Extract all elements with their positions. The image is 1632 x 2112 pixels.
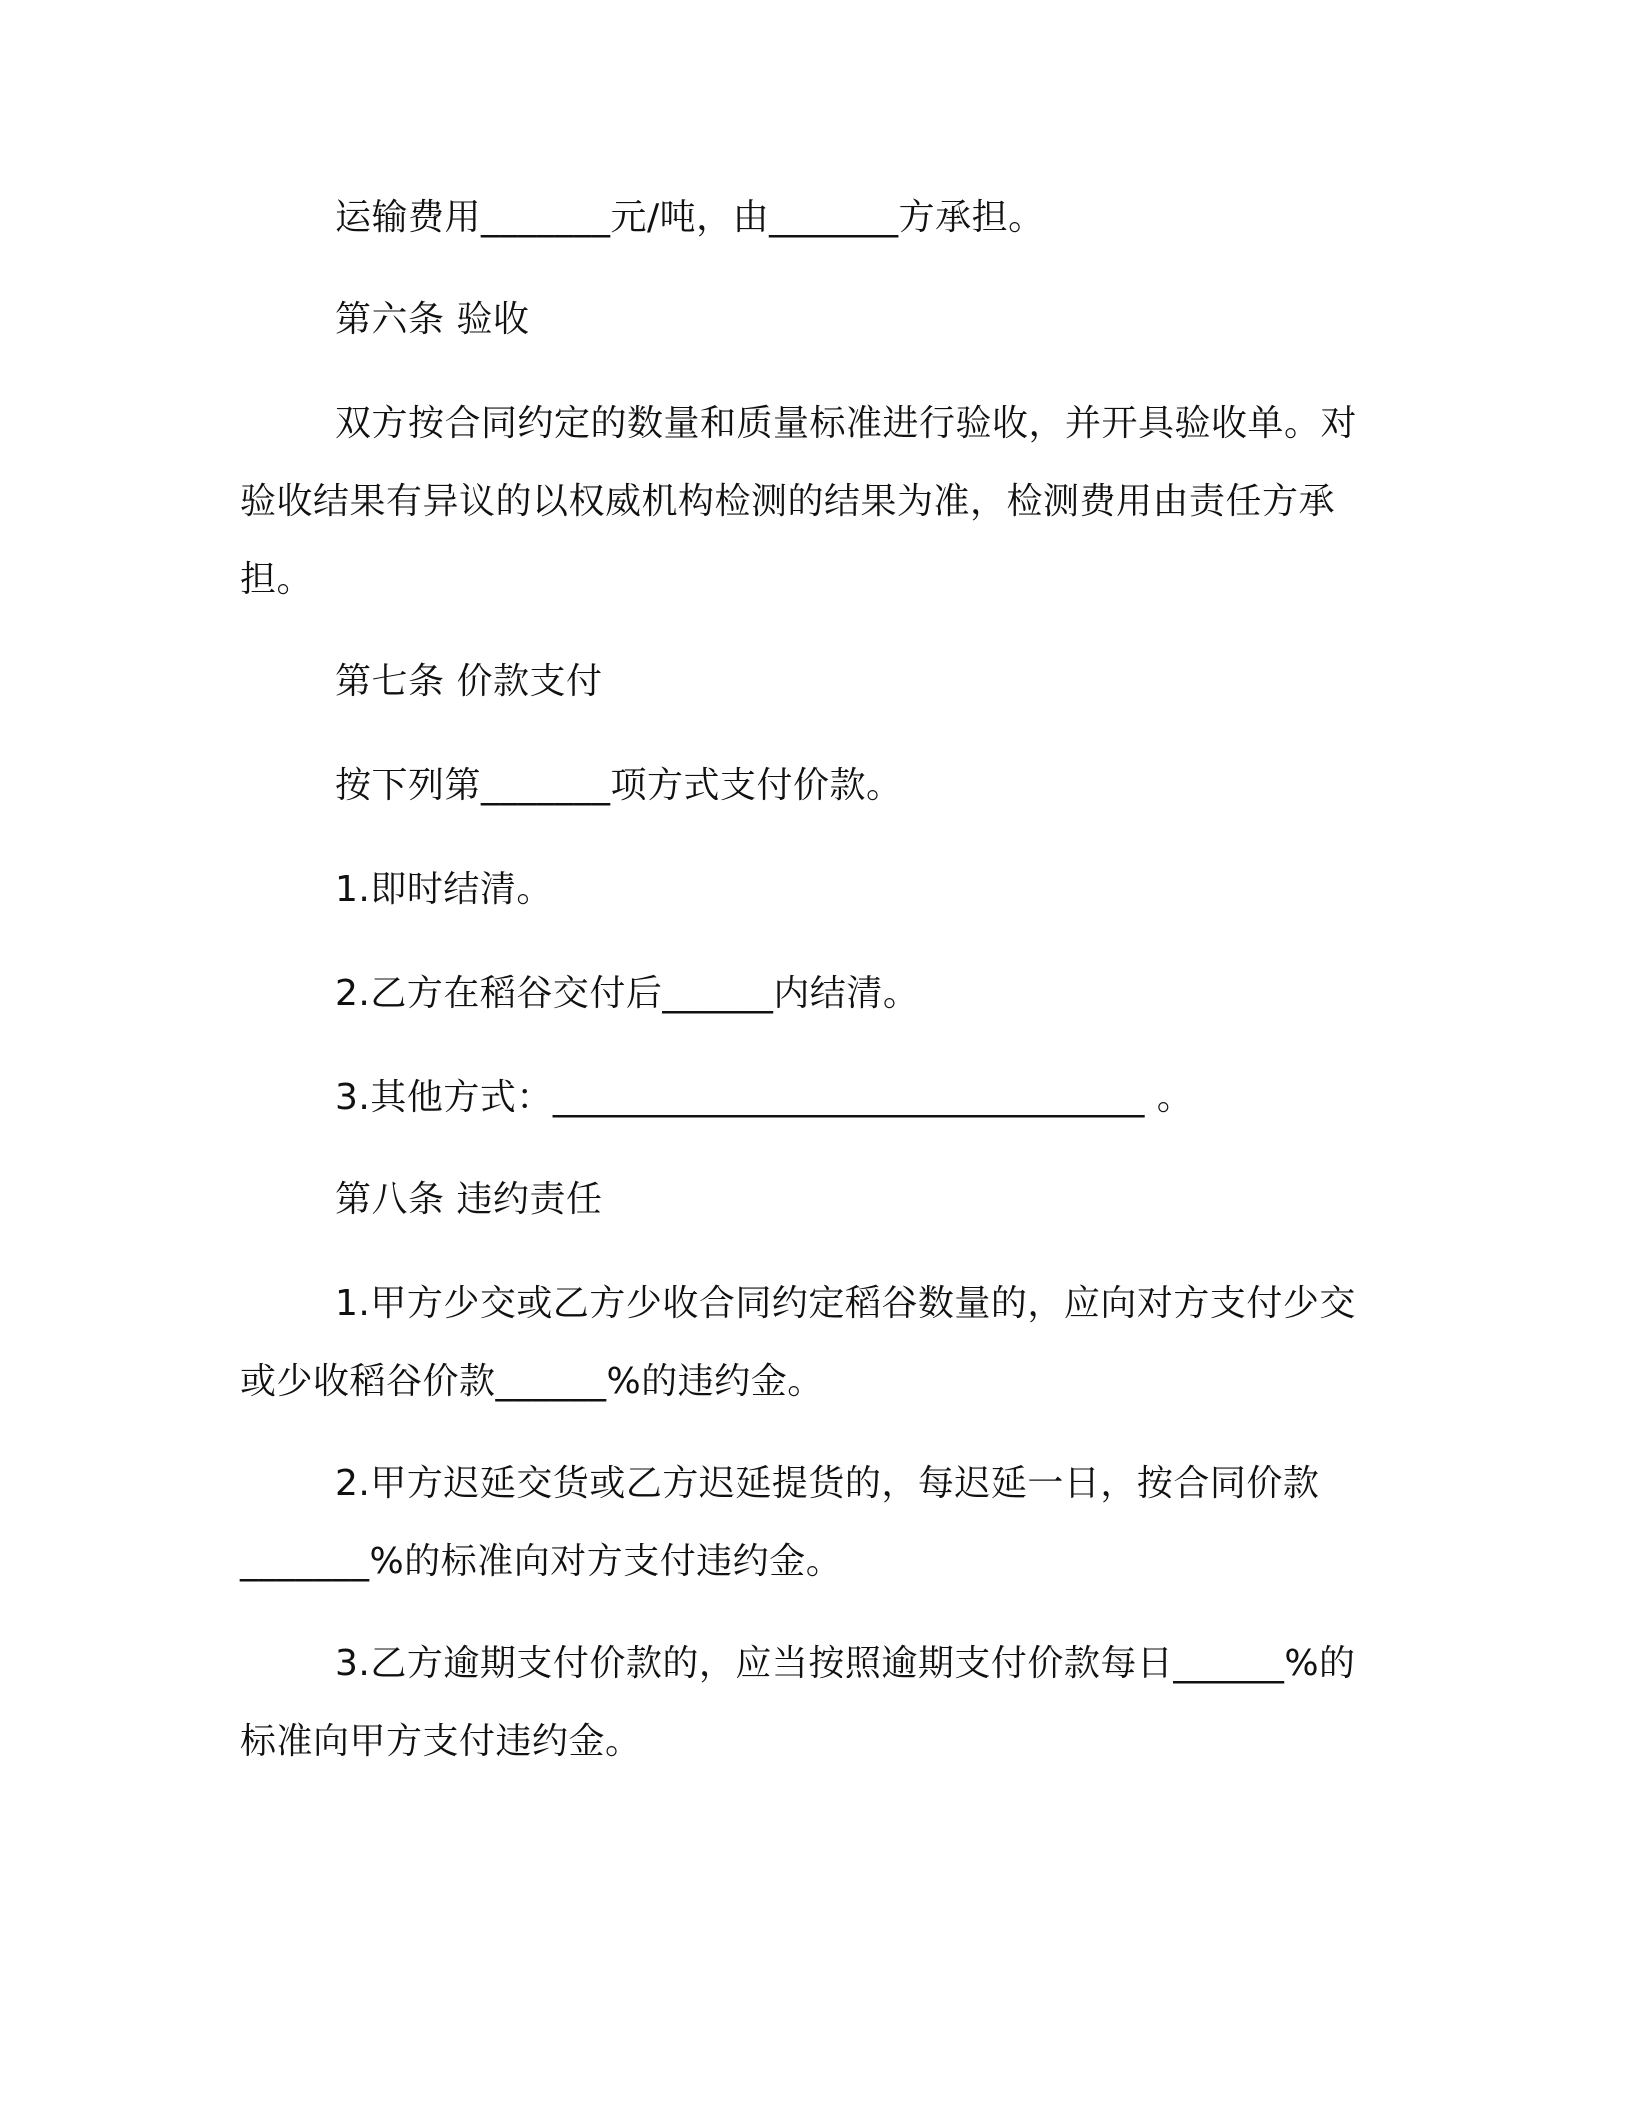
breach-clause-3-line-1: 3.乙方逾期支付价款的，应当按照逾期支付价款每日______%的 — [335, 1643, 1356, 1684]
breach-clause-1-line-1: 1.甲方少交或乙方少收合同约定稻谷数量的，应向对方支付少交 — [335, 1283, 1356, 1324]
article-7-heading: 第七条 价款支付 — [335, 661, 603, 702]
breach-clause-1-line-2: 或少收稻谷价款______%的违约金。 — [240, 1361, 824, 1402]
breach-clause-2-line-2: _______%的标准向对方支付违约金。 — [240, 1541, 843, 1582]
acceptance-paragraph-line-3: 担。 — [240, 559, 314, 600]
acceptance-paragraph-line-2: 验收结果有异议的以权威机构检测的结果为准，检测费用由责任方承 — [240, 481, 1336, 522]
article-6-heading: 第六条 验收 — [335, 299, 530, 340]
acceptance-paragraph-line-1: 双方按合同约定的数量和质量标准进行验收，并开具验收单。对 — [335, 403, 1358, 444]
breach-clause-3-line-2: 标准向甲方支付违约金。 — [240, 1721, 642, 1762]
transport-fee-line: 运输费用_______元/吨，由_______方承担。 — [335, 197, 1045, 238]
article-8-heading: 第八条 违约责任 — [335, 1179, 603, 1220]
payment-option-1: 1.即时结清。 — [335, 869, 553, 910]
payment-option-3: 3.其他方式：________________________________ 。 — [335, 1077, 1194, 1118]
payment-method-line: 按下列第_______项方式支付价款。 — [335, 765, 903, 806]
breach-clause-2-line-1: 2.甲方迟延交货或乙方迟延提货的，每迟延一日，按合同价款 — [335, 1463, 1320, 1504]
payment-option-2: 2.乙方在稻谷交付后______内结清。 — [335, 973, 920, 1014]
